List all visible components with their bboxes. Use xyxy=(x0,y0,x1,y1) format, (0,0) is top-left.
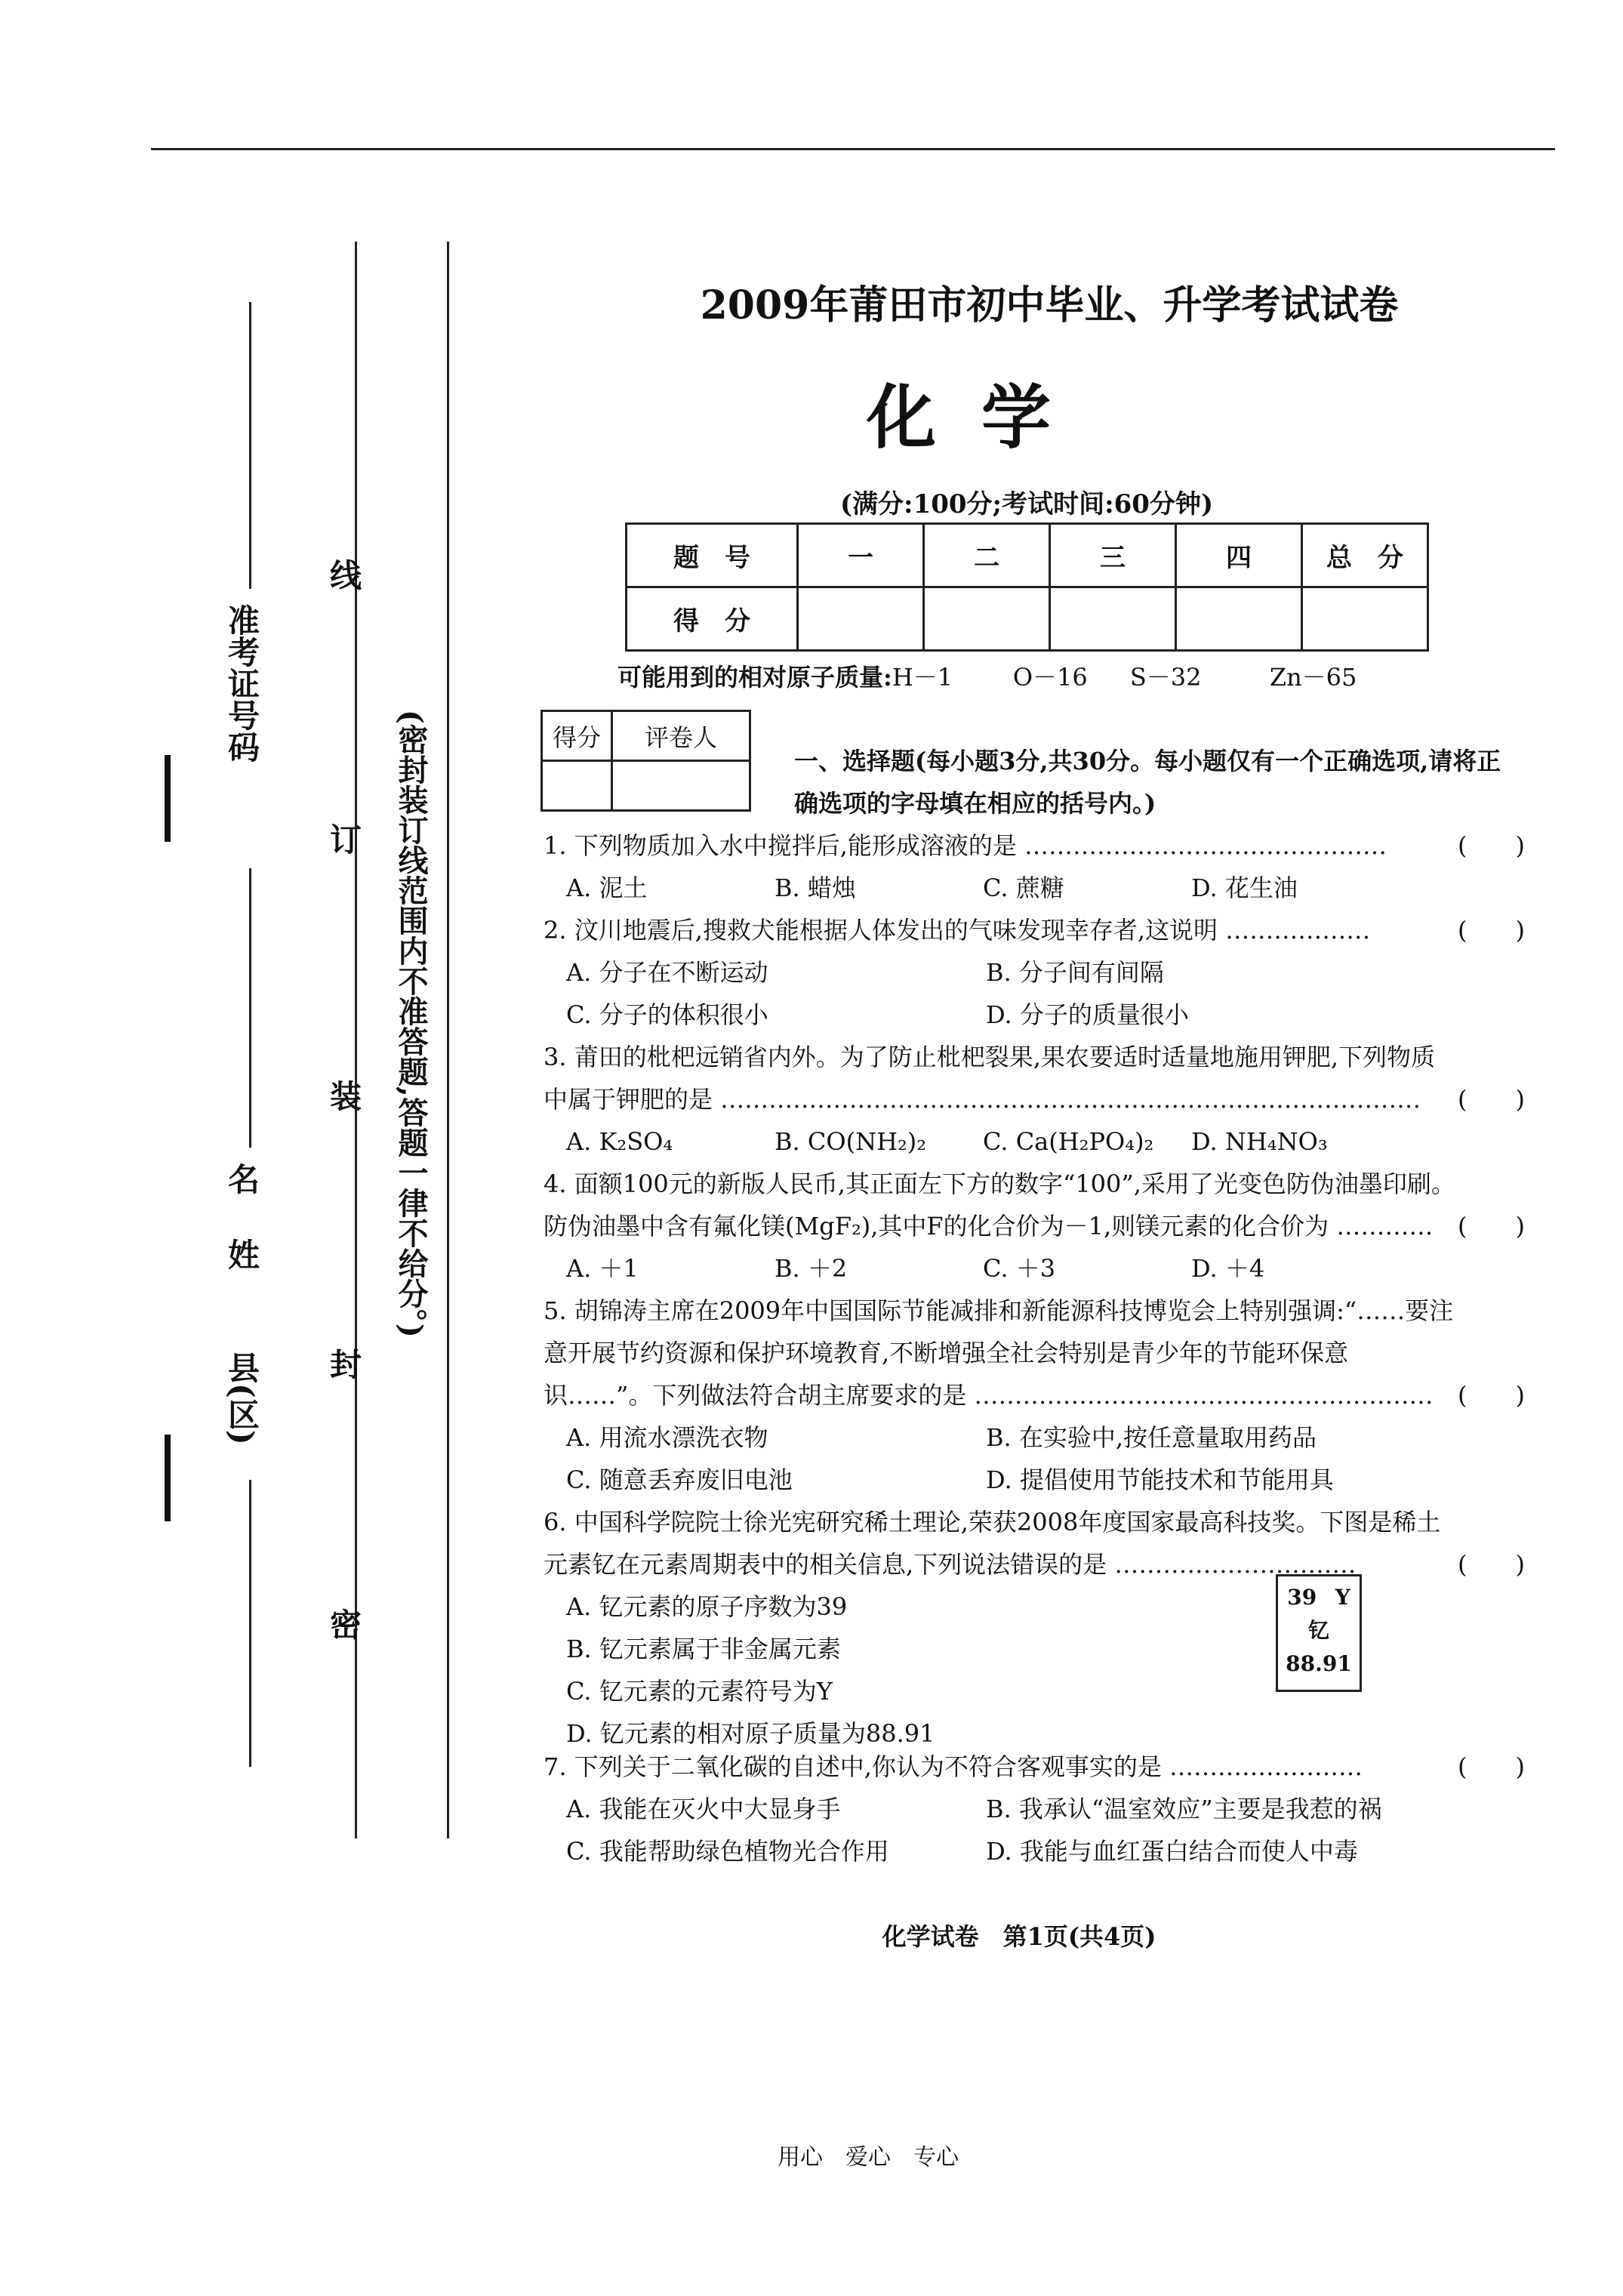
question-2 xyxy=(544,909,1525,1036)
answer-blank[interactable]: ( ) xyxy=(1458,1085,1525,1114)
question-stem: 6. 中国科学院院士徐光宪研究稀土理论,荣获2008年度国家最高科技奖。下图是稀土元素钇在元素周期表中的相关信息,下列说法错误的是 ………………………… xyxy=(544,1508,1441,1579)
grader-header-row xyxy=(542,711,750,761)
question-5 xyxy=(544,1290,1525,1501)
question-6 xyxy=(544,1501,1525,1755)
option-a: A. ＋1 xyxy=(566,1254,639,1283)
element-tile-yttrium xyxy=(1276,1574,1362,1692)
option-c: C. 蔗糖 xyxy=(983,874,1064,902)
option-a: A. 分子在不断运动 xyxy=(566,958,768,987)
option-a: A. K₂SO₄ xyxy=(566,1127,673,1156)
exam-id-label: 准考证号码 xyxy=(223,604,260,763)
binding-warning: (密封装订线范围内不准答题,答题一律不给分。) xyxy=(393,710,429,1338)
option-d: D. NH₄NO₃ xyxy=(1191,1127,1328,1156)
score-header-cell: 四 xyxy=(1176,524,1302,587)
score-input-cell[interactable] xyxy=(1176,587,1302,651)
binding-line-outer xyxy=(447,242,449,1838)
grader-score-cell[interactable] xyxy=(542,761,612,811)
subject-title: 化学 xyxy=(866,377,1096,458)
score-header-cell: 二 xyxy=(924,524,1050,587)
atomic-mass-item: H－1 xyxy=(892,663,953,692)
score-header-cell: 题 号 xyxy=(627,524,798,587)
option-a: A. 泥土 xyxy=(566,874,648,902)
exam-meta: (满分:100分;考试时间:60分钟) xyxy=(839,489,1214,519)
score-table-header-row xyxy=(627,524,1428,587)
margin-mark-upper xyxy=(165,755,171,842)
element-atomic-mass: 88.91 xyxy=(1286,1651,1352,1676)
exam-id-fill-line xyxy=(249,302,251,589)
binding-label-feng: 封 xyxy=(325,1348,362,1379)
county-fill-line xyxy=(249,1480,251,1767)
question-stem: 1. 下列物质加入水中搅拌后,能形成溶液的是 ……………………………………… xyxy=(544,831,1387,860)
answer-blank[interactable]: ( ) xyxy=(1458,831,1525,860)
score-input-cell[interactable] xyxy=(924,587,1050,651)
element-atomic-number: 39 xyxy=(1287,1585,1317,1610)
atomic-mass-line xyxy=(617,658,1357,693)
grader-score-label: 得分 xyxy=(542,711,612,761)
atomic-mass-label: 可能用到的相对原子质量: xyxy=(617,663,892,692)
answer-blank[interactable]: ( ) xyxy=(1458,1550,1525,1579)
exam-title: 2009年莆田市初中毕业、升学考试试卷 xyxy=(700,282,1399,328)
option-b: B. 在实验中,按任意量取用药品 xyxy=(986,1423,1317,1452)
option-d: D. 花生油 xyxy=(1191,874,1298,902)
option-b: B. 分子间有间隔 xyxy=(986,958,1164,987)
element-name: 钇 xyxy=(1307,1618,1329,1643)
grader-table xyxy=(540,710,751,812)
top-rule xyxy=(151,148,1555,150)
element-symbol: Y xyxy=(1335,1585,1350,1610)
question-stem: 3. 莆田的枇杷远销省内外。为了防止枇杷裂果,果农要适时适量地施用钾肥,下列物质中属于钾肥的是 …………………………………………………………………………… xyxy=(544,1043,1436,1114)
score-table-score-row xyxy=(627,587,1428,651)
option-d: D. 分子的质量很小 xyxy=(986,1000,1189,1029)
grader-name-label: 评卷人 xyxy=(612,711,750,761)
score-header-cell: 三 xyxy=(1050,524,1176,587)
score-header-cell: 总 分 xyxy=(1302,524,1428,587)
answer-blank[interactable]: ( ) xyxy=(1458,1212,1525,1240)
name-label-1: 姓 xyxy=(223,1238,260,1270)
question-3 xyxy=(544,1036,1525,1163)
option-a: A. 我能在灭火中大显身手 xyxy=(566,1795,841,1823)
question-stem: 7. 下列关于二氧化碳的自述中,你认为不符合客观事实的是 …………………… xyxy=(544,1752,1363,1781)
page-footer: 化学试卷 第1页(共4页) xyxy=(882,1922,1156,1951)
option-b: B. 钇元素属于非金属元素 xyxy=(566,1635,841,1663)
option-b: B. 我承认“温室效应”主要是我惹的祸 xyxy=(986,1795,1382,1823)
option-c: C. 我能帮助绿色植物光合作用 xyxy=(566,1837,889,1866)
answer-blank[interactable]: ( ) xyxy=(1458,1752,1525,1781)
score-input-cell[interactable] xyxy=(1050,587,1176,651)
atomic-mass-item: S－32 xyxy=(1129,663,1202,692)
margin-mark-lower xyxy=(165,1435,171,1521)
score-input-cell[interactable] xyxy=(798,587,924,651)
option-d: D. ＋4 xyxy=(1191,1254,1265,1283)
question-stem: 5. 胡锦涛主席在2009年中国国际节能减排和新能源科技博览会上特别强调:“……要注意开展节约资源和保护环境教育,不断增强全社会特别是青少年的节能环保意识……”。下列做法符合胡主席要求的是 ………………………………………………… xyxy=(544,1296,1454,1410)
option-d: D. 我能与血红蛋白结合而使人中毒 xyxy=(986,1837,1358,1866)
option-c: C. 随意丢弃废旧电池 xyxy=(566,1465,793,1494)
question-7 xyxy=(544,1746,1525,1872)
option-a: A. 用流水漂洗衣物 xyxy=(566,1423,768,1452)
binding-label-xian: 线 xyxy=(325,559,362,590)
grader-input-row xyxy=(542,761,750,811)
section-1-heading: 一、选择题(每小题3分,共30分。每小题仅有一个正确选项,请将正确选项的字母填在相应的括号内。) xyxy=(794,747,1501,818)
score-input-cell[interactable] xyxy=(1302,587,1428,651)
option-d: D. 提倡使用节能技术和节能用具 xyxy=(986,1465,1334,1494)
option-c: C. Ca(H₂PO₄)₂ xyxy=(983,1127,1154,1156)
option-b: B. CO(NH₂)₂ xyxy=(775,1127,927,1156)
option-c: C. ＋3 xyxy=(983,1254,1056,1283)
binding-line-inner xyxy=(355,242,357,1838)
name-label-2: 名 xyxy=(223,1163,260,1194)
option-b: B. 蜡烛 xyxy=(775,874,856,902)
answer-blank[interactable]: ( ) xyxy=(1458,1381,1525,1410)
binding-label-mi: 密 xyxy=(325,1608,362,1640)
score-table xyxy=(625,522,1429,652)
option-b: B. ＋2 xyxy=(775,1254,848,1283)
option-d: D. 钇元素的相对原子质量为88.91 xyxy=(566,1719,935,1748)
answer-blank[interactable]: ( ) xyxy=(1458,916,1525,945)
county-label: 县(区) xyxy=(223,1351,260,1445)
binding-label-ding: 订 xyxy=(325,823,362,855)
grader-name-cell[interactable] xyxy=(612,761,750,811)
atomic-mass-item: O－16 xyxy=(1012,663,1088,692)
binding-label-zhuang: 装 xyxy=(325,1080,362,1111)
score-header-cell: 一 xyxy=(798,524,924,587)
question-4 xyxy=(544,1163,1525,1290)
question-1 xyxy=(544,824,1525,909)
name-fill-line xyxy=(249,868,251,1148)
question-stem: 2. 汶川地震后,搜救犬能根据人体发出的气味发现幸存者,这说明 ……………… xyxy=(544,916,1371,945)
question-stem: 4. 面额100元的新版人民币,其正面左下方的数字“100”,采用了光变色防伪油墨印刷。防伪油墨中含有氟化镁(MgF₂),其中F的化合价为－1,则镁元素的化合价为 ………… xyxy=(544,1170,1455,1240)
option-c: C. 钇元素的元素符号为Y xyxy=(566,1677,833,1706)
motto-footer: 用心 爱心 专心 xyxy=(778,2144,959,2171)
option-c: C. 分子的体积很小 xyxy=(566,1000,768,1029)
option-a: A. 钇元素的原子序数为39 xyxy=(566,1592,848,1621)
score-row-label: 得 分 xyxy=(627,587,798,651)
atomic-mass-item: Zn－65 xyxy=(1269,663,1357,692)
